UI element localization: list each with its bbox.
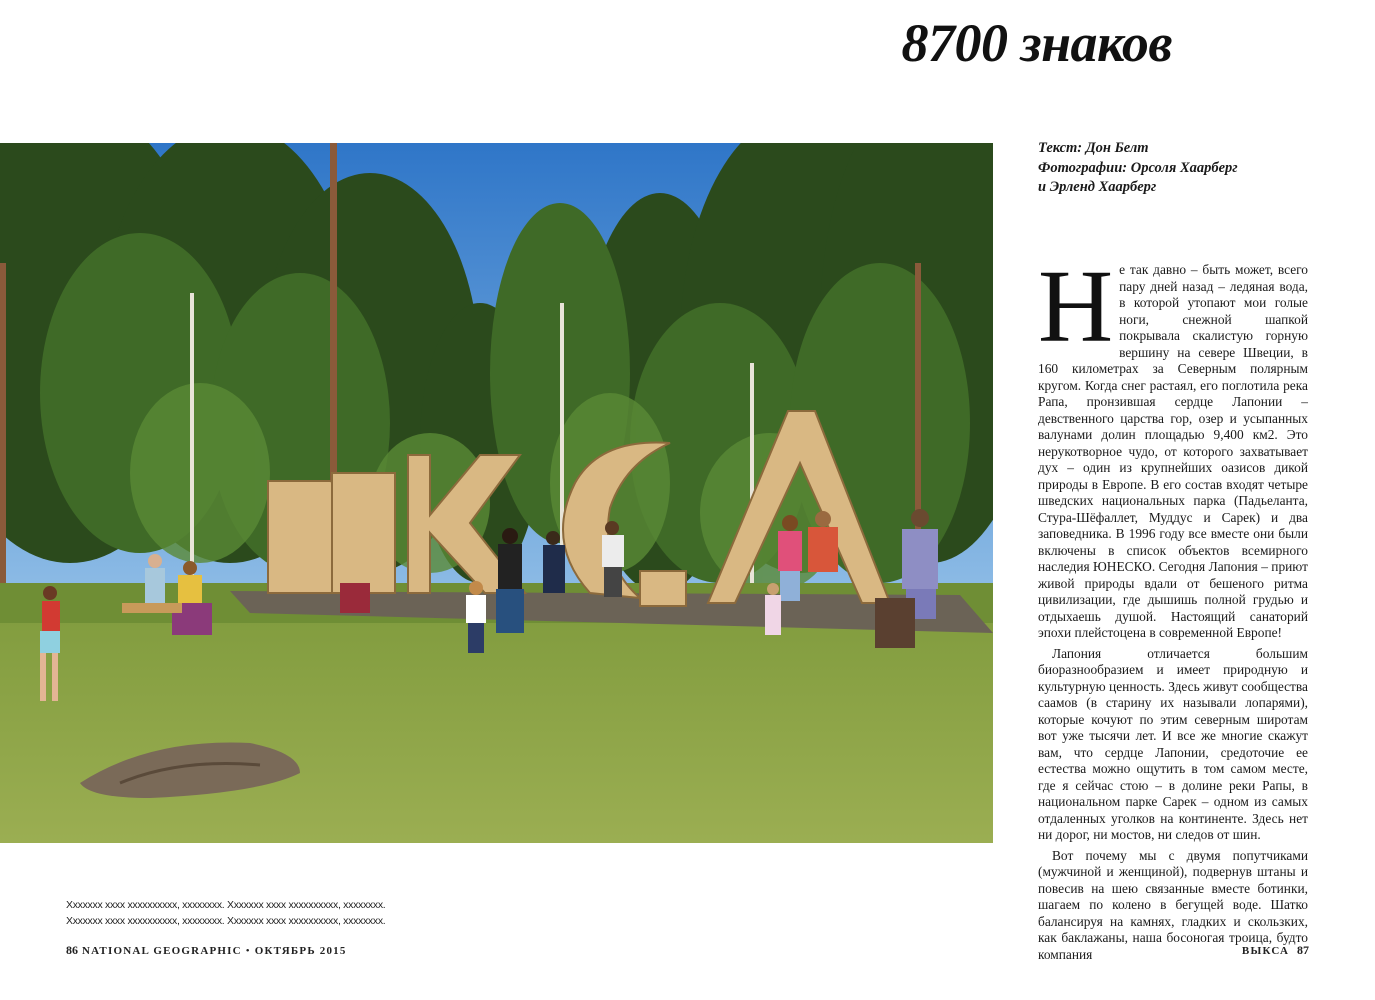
article-paragraph: Вот почему мы с двумя попутчиками (мужчиной и женщиной), подвернув штаны и повесив на шею связанные вместе ботинки, шагаем по колено в бегущей воде. Шатко балансируя на камнях, гладких и скользких, как баклажаны, наша босоногая троица, будто компания — [1038, 847, 1308, 962]
feature-photo — [0, 143, 993, 843]
photo-credit-continued: и Эрленд Хаарберг — [1038, 179, 1157, 195]
issue-date: ОКТЯБРЬ 2015 — [254, 945, 347, 957]
article-paragraph — [1038, 249, 1308, 642]
photo-credit: Фотографии: Орсоля Хаарберг — [1038, 159, 1238, 176]
footer-right — [1242, 943, 1309, 958]
section-name: ВЫКСА — [1241, 945, 1290, 957]
page-number-right: 87 — [1297, 943, 1309, 957]
page-number-left: 86 — [66, 943, 78, 957]
author-credit: Текст: Дон Белт — [1038, 140, 1149, 156]
drop-cap: Н — [1038, 249, 1114, 364]
paragraph-text: е так давно – быть может, всего пару дней назад – ледяная вода, в которой утопают мои голые ноги, снежной шапкой покрывала скалистую горную вершину на севере Швеции, в 160 километрах за Северным полярным кругом. Когда снег растаял, его поглотила река Рапа, пронзившая сердце Лапонии – девственного царства гор, озер и усыпанных валунами долин площадью 9,400 км2. Это нерукотворное чудо, от которого захватывает дух – один из крупнейших оазисов дикой природы в Европе. В его состав входят четыре шведских национальных парка (Падьеланта, Стура-Шёфаллет, Муддус и Сарек) и два заповедника. В 1996 году все вместе они были включены в список объектов всемирного наследия ЮНЕСКО. Сегодня Лапония – приют живой природы вдали от бешеного ритма цивилизации, где дышишь полной грудью и отдыхаешь душой. Настоящий санаторий эпохи плейстоцена в современной Европе! — [1038, 262, 1308, 640]
photo-caption: Xxxxxxx xxxx xxxxxxxxxx, xxxxxxxx. Xxxxxxx xxxx xxxxxxxxxx, xxxxxxxx. Xxxxxxx xxxx xxxxxxxxxx, xxxxxxxx. Xxxxxxx xxxx xxxxxxxxxx, xxxxxxxx. — [66, 899, 386, 927]
footer-left — [66, 943, 347, 958]
magazine-name: NATIONAL GEOGRAPHIC — [81, 945, 242, 957]
article-body — [1038, 249, 1308, 963]
article-credits — [1038, 139, 1338, 198]
page-headline: 8700 знаков — [901, 13, 1172, 73]
footer-separator: • — [245, 945, 251, 957]
article-paragraph: Лапония отличается большим биоразнообразием и имеет природную и культурную ценность. Здесь живут сообщества саамов (в старину их называли лопарями), которые кочуют по этим северным широтам вот уже тысячи лет. И все же многие скажут вам, что сердце Лапонии, средоточие ее естества можно ощутить в том самом месте, где я сейчас стою – в долине реки Рапы, в национальном парке Сарек – одном из самых отдаленных уголков на континенте. Здесь нет ни дорог, ни мостов, ни следов от шин. — [1038, 645, 1308, 842]
